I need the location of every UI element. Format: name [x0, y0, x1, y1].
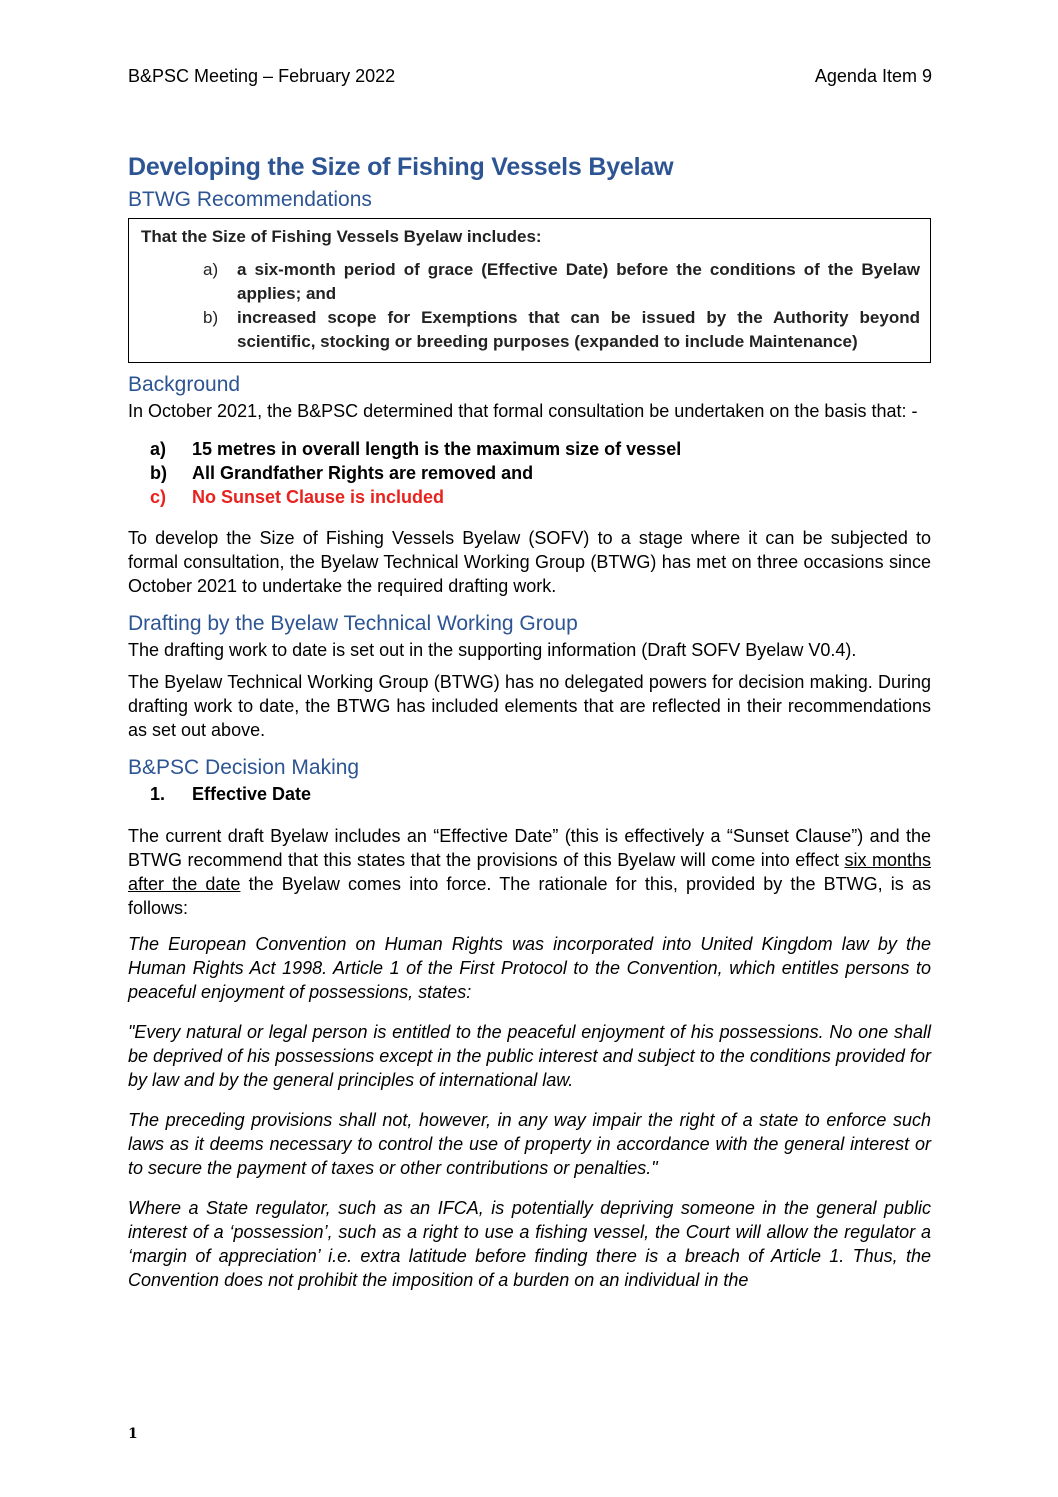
drafting-paragraph-2: The Byelaw Technical Working Group (BTWG) has no delegated powers for decision making. During drafting work to date, the BTWG has included elements that are reflected in their recommendations as set out above.: [128, 672, 931, 740]
list-text: No Sunset Clause is included: [192, 487, 445, 507]
section-heading-drafting: Drafting by the Byelaw Technical Working Group: [128, 612, 578, 635]
numbered-item: [128, 782, 931, 806]
item-number: 1.: [150, 784, 166, 804]
list-text: increased scope for Exemptions that can be issued by the Authority beyond scientific, stocking or breeding purposes (expanded to include Maintenance): [237, 308, 920, 351]
list-item: [141, 306, 920, 354]
quote-paragraph-3: The preceding provisions shall not, however, in any way impair the right of a state to enforce such laws as it deems necessary to control the use of property in accordance with the general interest or to secure the payment of taxes or other contributions or penalties.": [128, 1110, 931, 1178]
header-meeting: B&PSC Meeting – February 2022: [128, 66, 396, 86]
list-marker: b): [150, 463, 167, 483]
section-heading-recommendations: BTWG Recommendations: [128, 188, 372, 211]
list-item: [128, 437, 931, 461]
background-list: [128, 437, 931, 509]
drafting-paragraph-1: The drafting work to date is set out in the supporting information (Draft SOFV Byelaw V0.4).: [128, 640, 857, 660]
list-text: a six-month period of grace (Effective Date) before the conditions of the Byelaw applies; and: [237, 260, 920, 303]
list-text: All Grandfather Rights are removed and: [192, 463, 534, 483]
document-body: [128, 150, 931, 1292]
page-number: 1: [128, 1426, 138, 1442]
list-text: 15 metres in overall length is the maximum size of vessel: [192, 439, 682, 459]
decision-paragraph: [128, 824, 931, 920]
list-marker: a): [203, 260, 219, 279]
background-paragraph: To develop the Size of Fishing Vessels Byelaw (SOFV) to a stage where it can be subjected to formal consultation, the Byelaw Technical Working Group (BTWG) has met on three occasions since October 2021 to undertake the required drafting work.: [128, 528, 931, 596]
recommendations-intro: That the Size of Fishing Vessels Byelaw includes:: [141, 227, 542, 246]
decision-text-underlined: six months after the date: [128, 850, 931, 894]
item-title: Effective Date: [192, 784, 312, 804]
quote-paragraph-2: "Every natural or legal person is entitled to the peaceful enjoyment of his possessions. No one shall be deprived of his possessions except in the public interest and subject to the conditions provided for by law and by the general principles of international law.: [128, 1022, 931, 1090]
background-intro: In October 2021, the B&PSC determined that formal consultation be undertaken on the basis that: -: [128, 401, 918, 421]
recommendations-box: [128, 218, 931, 363]
recommendations-list: [141, 258, 920, 354]
list-marker: b): [203, 308, 219, 327]
quote-paragraph-4: Where a State regulator, such as an IFCA, is potentially depriving someone in the general public interest of a ‘possession’, such as a right to use a fishing vessel, the Court will allow the regulator a ‘margin of appreciation’ i.e. extra latitude before finding there is a breach of Article 1. Thus, the Convention does not prohibit the imposition of a burden on an individual in the: [128, 1198, 931, 1290]
list-marker: c): [150, 487, 167, 507]
page-title: Developing the Size of Fishing Vessels Byelaw: [128, 153, 674, 181]
decision-text-b: the Byelaw comes into force. The rationale for this, provided by the BTWG, is as follows:: [128, 874, 931, 918]
decision-text-a: The current draft Byelaw includes an “Effective Date” (this is effectively a “Sunset Clause”) and the BTWG recommend that this states that the provisions of this Byelaw will come into effect: [128, 826, 931, 870]
header-agenda-item: Agenda Item 9: [814, 66, 932, 86]
section-heading-decision: B&PSC Decision Making: [128, 756, 360, 779]
list-item: [141, 258, 920, 306]
list-marker: a): [150, 439, 167, 459]
section-heading-background: Background: [128, 373, 241, 396]
list-item: [128, 461, 931, 485]
list-item-highlight: [128, 485, 931, 509]
quote-paragraph-1: The European Convention on Human Rights was incorporated into United Kingdom law by the Human Rights Act 1998. Article 1 of the First Protocol to the Convention, which entitles persons to peaceful enjoyment of possessions, states:: [128, 934, 931, 1002]
